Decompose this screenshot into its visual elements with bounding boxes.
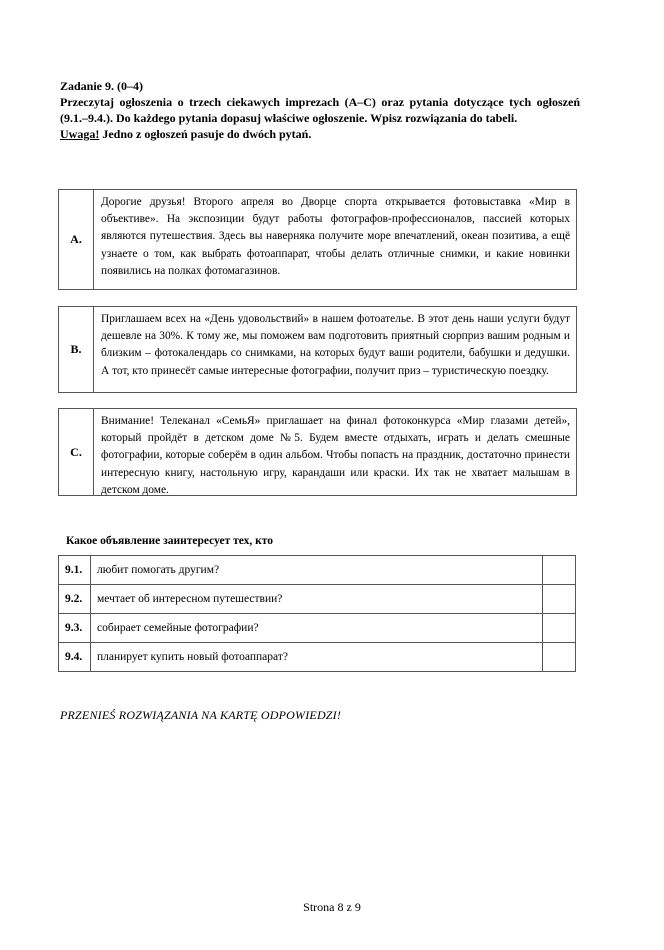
announcement-a <box>58 189 577 290</box>
announcement-letter: B. <box>59 307 94 392</box>
note-label: Uwaga! <box>60 127 100 141</box>
task-note <box>60 126 580 142</box>
task-header <box>60 78 580 142</box>
answer-cell[interactable] <box>543 556 576 585</box>
announcement-text: Внимание! Телеканал «СемьЯ» приглашает на финал фотоконкурса «Мир глазами детей», который пройдёт в детском доме №5. Будем вместе отдыхать, играть и делать смешные фотографии, которые соберём в один альбом. Чтобы попасть на праздник, достаточно принести интересную книгу, настольную игру, карандаши или краски. Их так не хватает малышам в детском доме. <box>101 415 570 496</box>
announcement-b <box>58 306 577 393</box>
question-text: планирует купить новый фотоаппарат? <box>91 643 543 672</box>
questions-heading: Какое объявление заинтересует тех, кто <box>66 535 274 547</box>
questions-table <box>58 555 576 672</box>
question-text: мечтает об интересном путешествии? <box>91 585 543 614</box>
question-text: собирает семейные фотографии? <box>91 614 543 643</box>
question-number: 9.4. <box>59 643 91 672</box>
note-text: Jedno z ogłoszeń pasuje do dwóch pytań. <box>99 127 312 141</box>
page-number: Strona 8 z 9 <box>303 900 361 914</box>
answer-cell[interactable] <box>543 614 576 643</box>
answer-cell[interactable] <box>543 585 576 614</box>
question-number: 9.3. <box>59 614 91 643</box>
question-number: 9.2. <box>59 585 91 614</box>
table-row <box>59 556 576 585</box>
table-row <box>59 643 576 672</box>
table-row <box>59 614 576 643</box>
transfer-note: PRZENIEŚ ROZWIĄZANIA NA KARTĘ ODPOWIEDZI! <box>60 708 342 722</box>
task-title: Zadanie 9. (0–4) <box>60 79 144 93</box>
task-instruction: Przeczytaj ogłoszenia o trzech ciekawych imprezach (A–C) oraz pytania dotyczące tych ogłoszeń (9.1.–9.4.). Do każdego pytania dopasuj właściwe ogłoszenie. Wpisz rozwiązania do tabeli. <box>60 95 580 125</box>
announcement-text: Приглашаем всех на «День удовольствий» в нашем фотоателье. В этот день наши услуги будут дешевле на 30%. К тому же, мы поможем вам подготовить приятный сюрприз вашим родным и близким – фотокалендарь со снимками, на которых будут ваши родители, бабушки и дедушки. А тот, кто принесёт самые интересные фотографии, получит приз – туристическую поездку. <box>101 313 570 377</box>
question-number: 9.1. <box>59 556 91 585</box>
question-text: любит помогать другим? <box>91 556 543 585</box>
announcement-letter: A. <box>59 190 94 289</box>
table-row <box>59 585 576 614</box>
announcement-letter: C. <box>59 409 94 495</box>
announcement-text: Дорогие друзья! Второго апреля во Дворце спорта открывается фотовыставка «Мир в объективе». На экспозиции будут работы фотографов-профессионалов, пассией которых являются путешествия. Здесь вы наверняка получите море впечатлений, океан позитива, а ещё узнаете о том, как выбрать фотоаппарат, чтобы делать отличные снимки, и какие новинки появились на полках фотомагазинов. <box>101 196 570 277</box>
announcement-c <box>58 408 577 496</box>
answer-cell[interactable] <box>543 643 576 672</box>
